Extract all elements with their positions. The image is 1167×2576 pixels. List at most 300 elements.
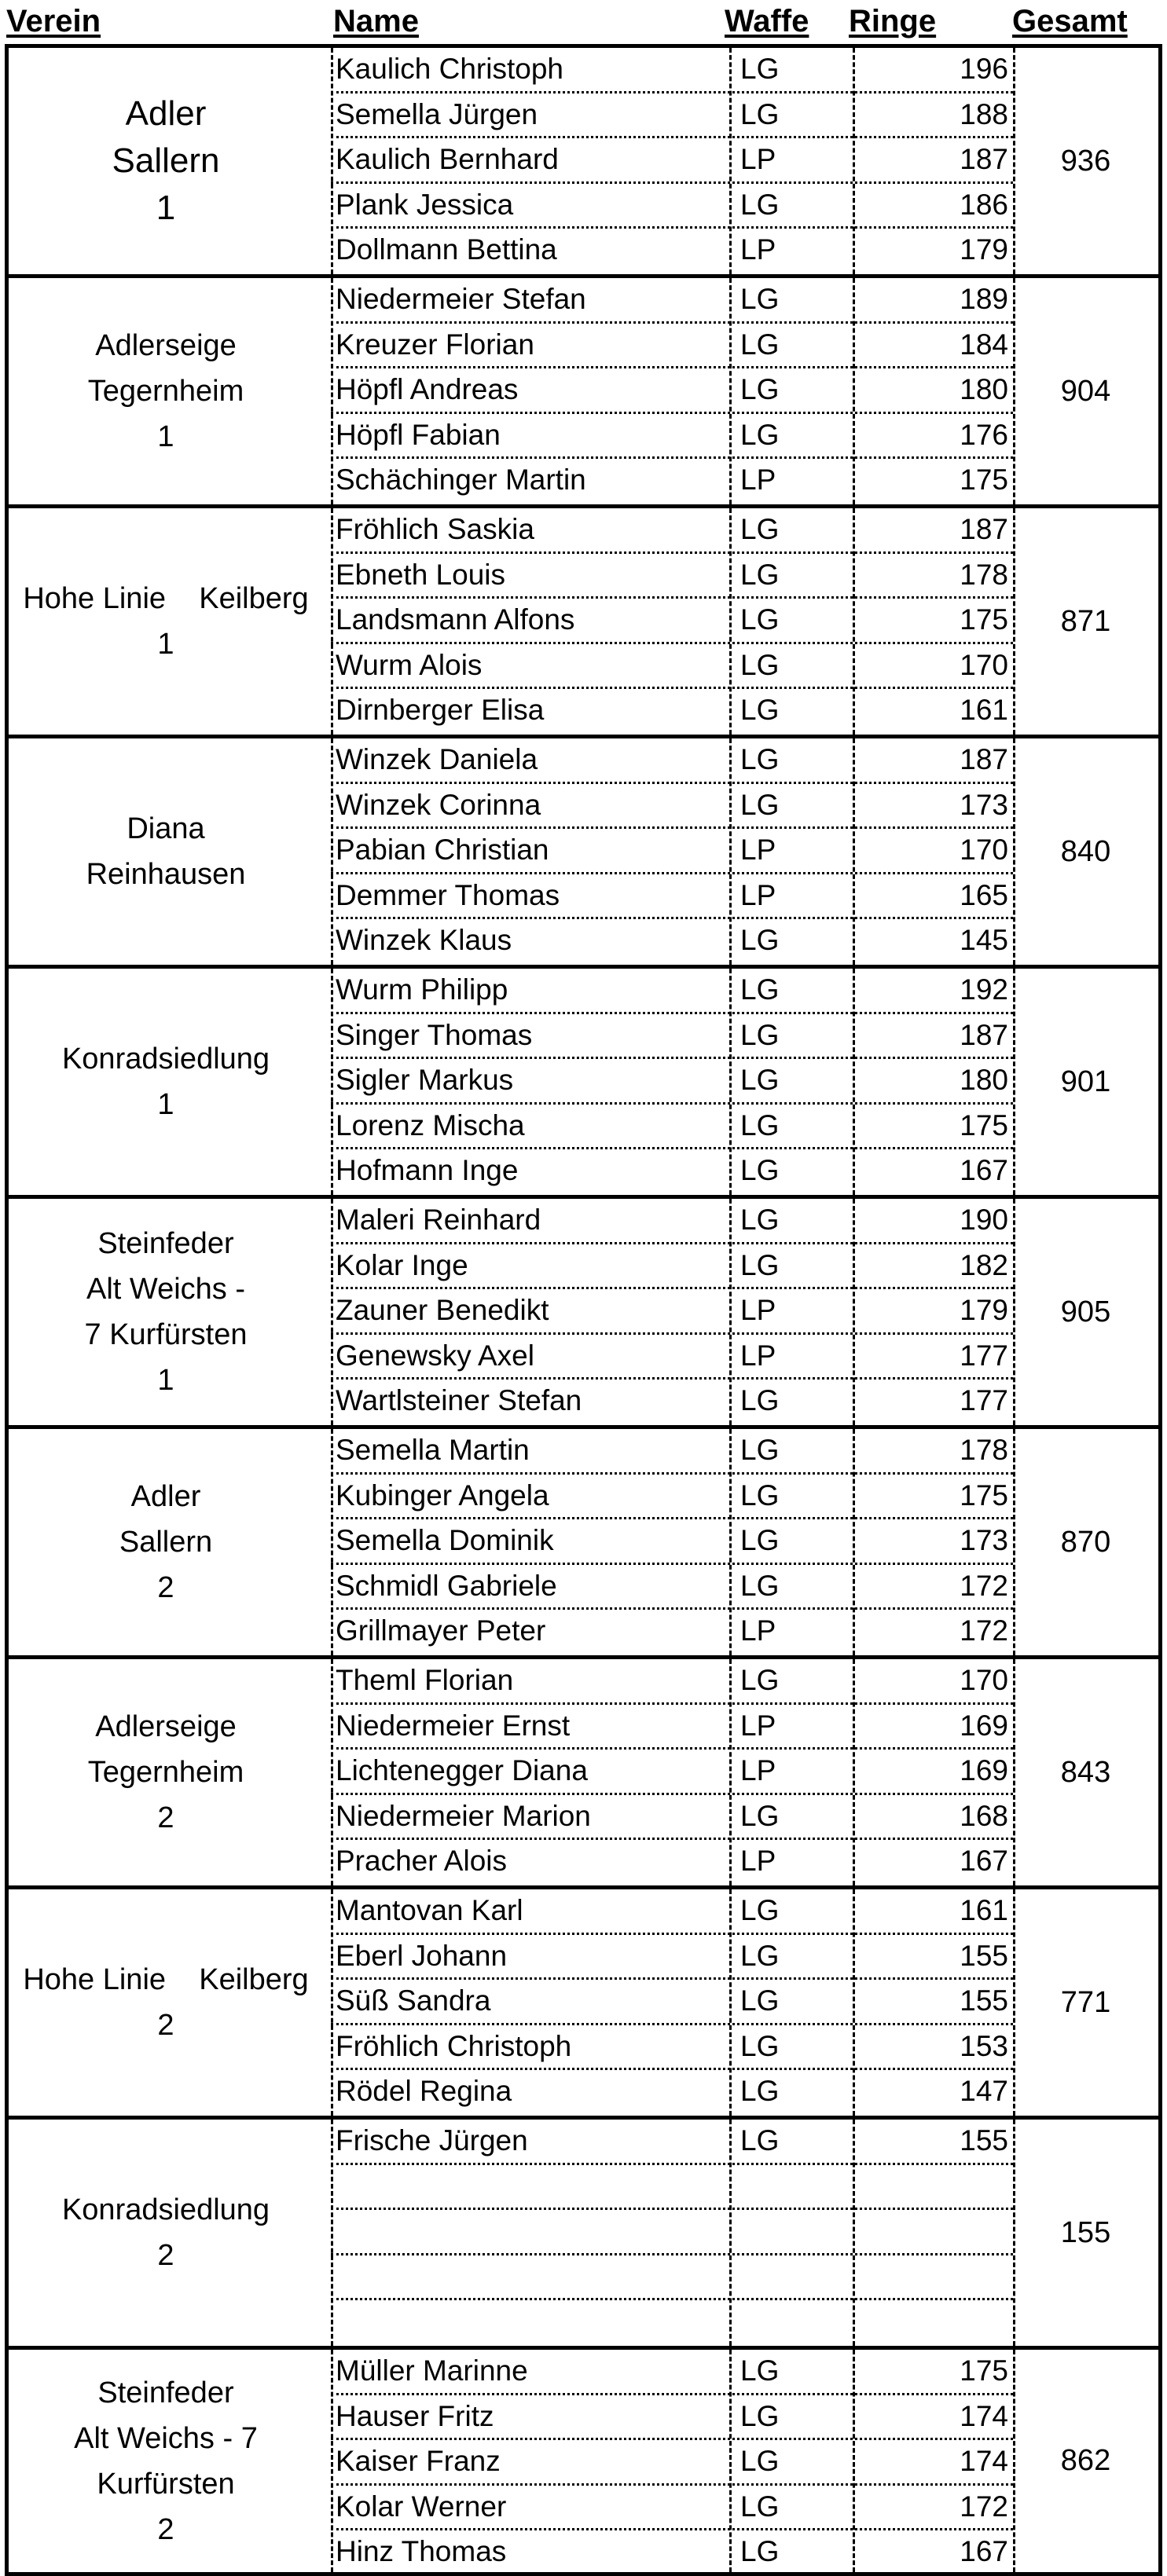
verein-cell	[9, 969, 323, 1195]
member-waffe: LG	[740, 188, 780, 221]
member-name: Ebneth Louis	[336, 558, 506, 591]
table-row	[331, 1335, 1013, 1380]
table-row	[331, 1105, 1013, 1150]
table-row	[331, 229, 1013, 274]
member-ringe: 182	[960, 1248, 1008, 1281]
table-row	[331, 2395, 1013, 2441]
member-waffe: LG	[740, 1154, 780, 1187]
member-ringe: 175	[960, 464, 1008, 497]
member-name: Rödel Regina	[336, 2075, 512, 2108]
member-waffe: LG	[740, 328, 780, 361]
gesamt-cell: 901	[1060, 1064, 1111, 1098]
verein-line: Kurfürsten	[97, 2467, 235, 2501]
member-waffe: LG	[740, 1248, 780, 1281]
member-name: Maleri Reinhard	[336, 1204, 541, 1236]
gesamt-cell: 840	[1060, 834, 1111, 868]
verein-line: Konradsiedlung	[61, 2193, 270, 2226]
verein-line: Hohe Linie Keilberg	[23, 1963, 309, 1996]
header-ringe: Ringe	[849, 4, 937, 38]
member-name: Kubinger Angela	[336, 1479, 549, 1512]
member-name: Niedermeier Marion	[336, 1799, 591, 1832]
member-waffe: LG	[740, 973, 780, 1006]
member-waffe: LG	[740, 2535, 780, 2568]
member-name: Zauner Benedikt	[336, 1294, 549, 1327]
member-name: Dollmann Bettina	[336, 233, 557, 266]
member-waffe: LG	[740, 2445, 780, 2478]
verein-line: Alt Weichs - 7	[74, 2421, 258, 2455]
verein-line: Adler	[130, 1480, 201, 1513]
member-ringe: 190	[960, 1204, 1008, 1236]
member-name: Kreuzer Florian	[336, 328, 534, 361]
member-waffe: LG	[740, 558, 780, 591]
member-ringe: 177	[960, 1384, 1008, 1417]
table-row	[331, 508, 1013, 554]
table-row	[331, 2486, 1013, 2531]
member-name: Landsmann Alfons	[336, 603, 575, 636]
verein-cell	[9, 1199, 323, 1425]
verein-line: Sallern	[119, 1526, 213, 1559]
member-name: Grillmayer Peter	[336, 1614, 546, 1647]
member-ringe: 184	[960, 328, 1008, 361]
verein-line: 2	[157, 1571, 174, 1604]
member-ringe: 155	[960, 2124, 1008, 2156]
member-name: Schmidl Gabriele	[336, 1569, 557, 1602]
member-ringe: 169	[960, 1709, 1008, 1742]
team-block	[5, 504, 1162, 735]
team-block	[5, 44, 1162, 274]
member-waffe: LG	[740, 2075, 780, 2108]
table-row	[331, 1059, 1013, 1105]
member-rows	[331, 48, 1013, 274]
gesamt-cell: 870	[1060, 1525, 1111, 1559]
member-ringe: 178	[960, 558, 1008, 591]
gesamt-cell: 904	[1060, 374, 1111, 408]
verein-line: 1	[156, 189, 176, 227]
member-waffe: LG	[740, 1434, 780, 1466]
verein-line: Adlerseige	[95, 1710, 237, 1743]
table-row	[331, 599, 1013, 644]
member-name: Süß Sandra	[336, 1984, 491, 2017]
verein-line: Alt Weichs -	[86, 1273, 245, 1306]
table-header	[0, 0, 1167, 44]
member-waffe: LG	[740, 1894, 780, 1926]
verein-line: 1	[157, 1088, 174, 1121]
member-name: Niedermeier Stefan	[336, 283, 586, 315]
table-row	[331, 1289, 1013, 1335]
member-waffe: LG	[740, 2354, 780, 2387]
member-waffe: LG	[740, 1384, 780, 1417]
member-name: Theml Florian	[336, 1664, 514, 1696]
member-waffe: LP	[740, 233, 776, 266]
member-ringe: 145	[960, 924, 1008, 957]
table-row	[331, 1750, 1013, 1795]
member-name: Höpfl Andreas	[336, 373, 519, 406]
member-ringe: 187	[960, 743, 1008, 775]
gesamt-cell: 155	[1060, 2215, 1111, 2249]
member-name: Höpfl Fabian	[336, 418, 501, 451]
table-row	[331, 829, 1013, 874]
member-name: Pabian Christian	[336, 834, 549, 867]
member-name: Winzek Klaus	[336, 924, 512, 957]
member-name	[336, 2165, 728, 2208]
member-waffe: LG	[740, 743, 780, 775]
verein-line: Sallern	[112, 141, 220, 180]
verein-cell	[9, 1429, 323, 1655]
header-name: Name	[333, 4, 419, 38]
member-waffe: LP	[740, 1339, 776, 1372]
member-waffe: LP	[740, 1294, 776, 1327]
verein-line: 2	[157, 1801, 174, 1834]
member-rows	[331, 2120, 1013, 2346]
table-row	[331, 2300, 1013, 2346]
member-name	[336, 2255, 728, 2299]
member-ringe: 174	[960, 2399, 1008, 2432]
member-ringe	[857, 2210, 1013, 2253]
member-rows	[331, 278, 1013, 504]
member-waffe: LG	[740, 603, 780, 636]
member-name: Lichtenegger Diana	[336, 1754, 588, 1787]
member-name: Semella Martin	[336, 1434, 530, 1466]
header-verein: Verein	[6, 4, 101, 38]
team-block	[5, 1655, 1162, 1885]
member-ringe: 165	[960, 878, 1008, 911]
verein-cell	[9, 48, 323, 274]
table-row	[331, 2210, 1013, 2255]
table-row	[331, 2255, 1013, 2301]
member-name: Winzek Daniela	[336, 743, 538, 775]
member-name: Demmer Thomas	[336, 878, 560, 911]
member-waffe: LG	[740, 97, 780, 130]
member-name: Mantovan Karl	[336, 1894, 523, 1926]
member-ringe: 170	[960, 1664, 1008, 1696]
member-ringe: 175	[960, 1479, 1008, 1512]
member-rows	[331, 1659, 1013, 1885]
member-name: Frische Jürgen	[336, 2124, 528, 2156]
member-rows	[331, 969, 1013, 1195]
member-ringe	[857, 2300, 1013, 2346]
verein-line: Adler	[125, 94, 207, 133]
member-waffe: LG	[740, 1108, 780, 1141]
member-name	[336, 2300, 728, 2346]
member-waffe: LG	[740, 1064, 780, 1097]
gesamt-cell: 843	[1060, 1755, 1111, 1789]
member-name: Fröhlich Christoph	[336, 2029, 572, 2062]
member-waffe: LG	[740, 1018, 780, 1051]
member-name	[336, 2210, 728, 2253]
member-name: Genewsky Axel	[336, 1339, 534, 1372]
member-waffe: LG	[740, 1204, 780, 1236]
member-rows	[331, 1889, 1013, 2116]
member-ringe: 175	[960, 1108, 1008, 1141]
member-name: Winzek Corinna	[336, 788, 541, 821]
table-row	[331, 48, 1013, 93]
member-ringe: 196	[960, 53, 1008, 85]
member-waffe: LP	[740, 834, 776, 867]
verein-line: Adlerseige	[95, 329, 237, 362]
table-row	[331, 2025, 1013, 2071]
member-name: Eberl Johann	[336, 1939, 508, 1972]
header-waffe: Waffe	[725, 4, 809, 38]
member-ringe	[857, 2255, 1013, 2299]
member-ringe: 178	[960, 1434, 1008, 1466]
gesamt-cell: 862	[1060, 2444, 1111, 2477]
member-ringe: 180	[960, 373, 1008, 406]
member-name: Kolar Werner	[336, 2490, 507, 2523]
member-name: Kaiser Franz	[336, 2445, 501, 2478]
results-table	[5, 44, 1162, 2576]
member-waffe	[734, 2255, 852, 2299]
member-ringe: 188	[960, 97, 1008, 130]
gesamt-cell: 871	[1060, 604, 1111, 638]
team-block	[5, 274, 1162, 504]
member-ringe: 161	[960, 1894, 1008, 1926]
table-row	[331, 1199, 1013, 1244]
table-row	[331, 2350, 1013, 2395]
member-waffe: LG	[740, 648, 780, 681]
table-row	[331, 919, 1013, 965]
member-waffe: LP	[740, 1709, 776, 1742]
verein-line: 7 Kurfürsten	[84, 1318, 248, 1351]
table-row	[331, 414, 1013, 460]
table-row	[331, 644, 1013, 690]
gesamt-cell: 771	[1060, 1985, 1111, 2019]
member-ringe: 176	[960, 418, 1008, 451]
table-row	[331, 1705, 1013, 1750]
team-block	[5, 2116, 1162, 2346]
member-ringe: 167	[960, 1845, 1008, 1878]
verein-cell	[9, 2350, 323, 2572]
member-ringe: 175	[960, 603, 1008, 636]
member-ringe: 168	[960, 1799, 1008, 1832]
member-waffe: LP	[740, 1845, 776, 1878]
member-ringe: 172	[960, 1614, 1008, 1647]
member-ringe: 167	[960, 2535, 1008, 2568]
table-row	[331, 689, 1013, 735]
verein-line: Tegernheim	[87, 1756, 244, 1789]
member-name: Wartlsteiner Stefan	[336, 1384, 582, 1417]
member-waffe: LP	[740, 464, 776, 497]
team-block	[5, 1425, 1162, 1655]
member-ringe: 169	[960, 1754, 1008, 1787]
member-waffe: LG	[740, 788, 780, 821]
table-row	[331, 1244, 1013, 1290]
member-rows	[331, 1429, 1013, 1655]
member-ringe: 153	[960, 2029, 1008, 2062]
member-ringe: 170	[960, 648, 1008, 681]
verein-cell	[9, 508, 323, 735]
table-row	[331, 2120, 1013, 2165]
member-ringe: 187	[960, 513, 1008, 545]
table-row	[331, 1565, 1013, 1610]
member-ringe	[857, 2165, 1013, 2208]
member-waffe: LG	[740, 924, 780, 957]
verein-cell	[9, 2120, 323, 2346]
table-row	[331, 1380, 1013, 1425]
member-name: Hauser Fritz	[336, 2399, 494, 2432]
member-name: Semella Jürgen	[336, 97, 538, 130]
verein-line: Diana	[127, 812, 205, 845]
verein-cell	[9, 1889, 323, 2116]
member-waffe: LG	[740, 2029, 780, 2062]
member-waffe	[734, 2210, 852, 2253]
member-ringe: 180	[960, 1064, 1008, 1097]
team-block	[5, 735, 1162, 965]
table-row	[331, 2165, 1013, 2211]
verein-line: Konradsiedlung	[61, 1042, 270, 1075]
member-ringe: 147	[960, 2075, 1008, 2108]
member-waffe: LG	[740, 694, 780, 727]
verein-line: 2	[157, 2009, 174, 2042]
member-ringe: 161	[960, 694, 1008, 727]
member-ringe: 172	[960, 1569, 1008, 1602]
member-name: Kolar Inge	[336, 1248, 468, 1281]
member-rows	[331, 508, 1013, 735]
table-row	[331, 459, 1013, 504]
member-ringe: 174	[960, 2445, 1008, 2478]
table-row	[331, 1659, 1013, 1705]
member-name: Kaulich Bernhard	[336, 143, 559, 176]
verein-line: Hohe Linie Keilberg	[23, 582, 309, 615]
verein-line: 1	[157, 420, 174, 453]
member-waffe: LG	[740, 1569, 780, 1602]
team-block	[5, 965, 1162, 1195]
gesamt-cell: 936	[1060, 144, 1111, 178]
table-row	[331, 1610, 1013, 1655]
table-row	[331, 1149, 1013, 1195]
member-ringe: 167	[960, 1154, 1008, 1187]
member-ringe: 173	[960, 1524, 1008, 1557]
member-waffe: LG	[740, 2399, 780, 2432]
member-ringe: 186	[960, 188, 1008, 221]
member-ringe: 170	[960, 834, 1008, 867]
table-row	[331, 2070, 1013, 2116]
verein-line: Tegernheim	[87, 375, 244, 408]
member-name: Wurm Alois	[336, 648, 483, 681]
verein-line: 2	[157, 2512, 174, 2546]
member-ringe: 187	[960, 143, 1008, 176]
verein-line: 2	[157, 2239, 174, 2272]
member-waffe: LG	[740, 2490, 780, 2523]
table-row	[331, 368, 1013, 414]
table-row	[331, 874, 1013, 920]
member-waffe: LG	[740, 1664, 780, 1696]
verein-line: Reinhausen	[86, 858, 246, 891]
table-row	[331, 554, 1013, 599]
member-waffe: LG	[740, 1524, 780, 1557]
member-ringe: 189	[960, 283, 1008, 315]
member-ringe: 173	[960, 788, 1008, 821]
member-name: Pracher Alois	[336, 1845, 507, 1878]
member-name: Hofmann Inge	[336, 1154, 519, 1187]
member-ringe: 179	[960, 233, 1008, 266]
member-ringe: 172	[960, 2490, 1008, 2523]
member-name: Wurm Philipp	[336, 973, 508, 1006]
table-row	[331, 1014, 1013, 1060]
member-ringe: 192	[960, 973, 1008, 1006]
table-row	[331, 784, 1013, 830]
member-name: Singer Thomas	[336, 1018, 533, 1051]
member-name: Lorenz Mischa	[336, 1108, 525, 1141]
member-ringe: 155	[960, 1984, 1008, 2017]
table-row	[331, 1429, 1013, 1475]
table-row	[331, 1475, 1013, 1520]
table-row	[331, 1840, 1013, 1885]
gesamt-cell: 905	[1060, 1295, 1111, 1328]
member-name: Sigler Markus	[336, 1064, 514, 1097]
table-row	[331, 278, 1013, 324]
member-waffe: LG	[740, 513, 780, 545]
member-name: Plank Jessica	[336, 188, 514, 221]
member-name: Schächinger Martin	[336, 464, 586, 497]
member-rows	[331, 1199, 1013, 1425]
member-waffe: LG	[740, 1799, 780, 1832]
verein-line: 1	[157, 1364, 174, 1397]
member-waffe	[734, 2165, 852, 2208]
verein-cell	[9, 738, 323, 965]
table-row	[331, 1935, 1013, 1981]
member-name: Dirnberger Elisa	[336, 694, 545, 727]
table-row	[331, 324, 1013, 369]
member-waffe: LG	[740, 1479, 780, 1512]
member-waffe: LG	[740, 2124, 780, 2156]
table-row	[331, 738, 1013, 784]
verein-line: Steinfeder	[97, 2376, 234, 2409]
table-row	[331, 2440, 1013, 2486]
verein-cell	[9, 278, 323, 504]
member-name: Hinz Thomas	[336, 2535, 507, 2568]
member-ringe: 155	[960, 1939, 1008, 1972]
member-waffe: LG	[740, 418, 780, 451]
member-waffe: LP	[740, 143, 776, 176]
member-ringe: 177	[960, 1339, 1008, 1372]
member-waffe: LP	[740, 1614, 776, 1647]
team-block	[5, 1885, 1162, 2116]
team-block	[5, 1195, 1162, 1425]
member-ringe: 179	[960, 1294, 1008, 1327]
member-waffe: LP	[740, 878, 776, 911]
table-row	[331, 1519, 1013, 1565]
table-row	[331, 93, 1013, 139]
member-rows	[331, 2350, 1013, 2572]
member-name: Kaulich Christoph	[336, 53, 563, 85]
member-ringe: 187	[960, 1018, 1008, 1051]
member-rows	[331, 738, 1013, 965]
member-waffe: LG	[740, 1984, 780, 2017]
verein-cell	[9, 1659, 323, 1885]
member-waffe: LG	[740, 373, 780, 406]
table-row	[331, 2530, 1013, 2576]
team-block	[5, 2346, 1162, 2576]
table-row	[331, 1795, 1013, 1841]
member-name: Semella Dominik	[336, 1524, 554, 1557]
member-name: Niedermeier Ernst	[336, 1709, 571, 1742]
member-ringe: 175	[960, 2354, 1008, 2387]
member-waffe: LG	[740, 1939, 780, 1972]
table-row	[331, 138, 1013, 184]
member-name: Fröhlich Saskia	[336, 513, 534, 545]
table-row	[331, 1980, 1013, 2025]
table-row	[331, 1889, 1013, 1935]
member-waffe: LP	[740, 1754, 776, 1787]
header-gesamt: Gesamt	[1012, 4, 1128, 38]
table-row	[331, 969, 1013, 1014]
member-waffe: LG	[740, 53, 780, 85]
member-waffe: LG	[740, 283, 780, 315]
table-row	[331, 184, 1013, 229]
verein-line: 1	[157, 628, 174, 661]
member-name: Müller Marinne	[336, 2354, 528, 2387]
verein-line: Steinfeder	[97, 1227, 234, 1260]
